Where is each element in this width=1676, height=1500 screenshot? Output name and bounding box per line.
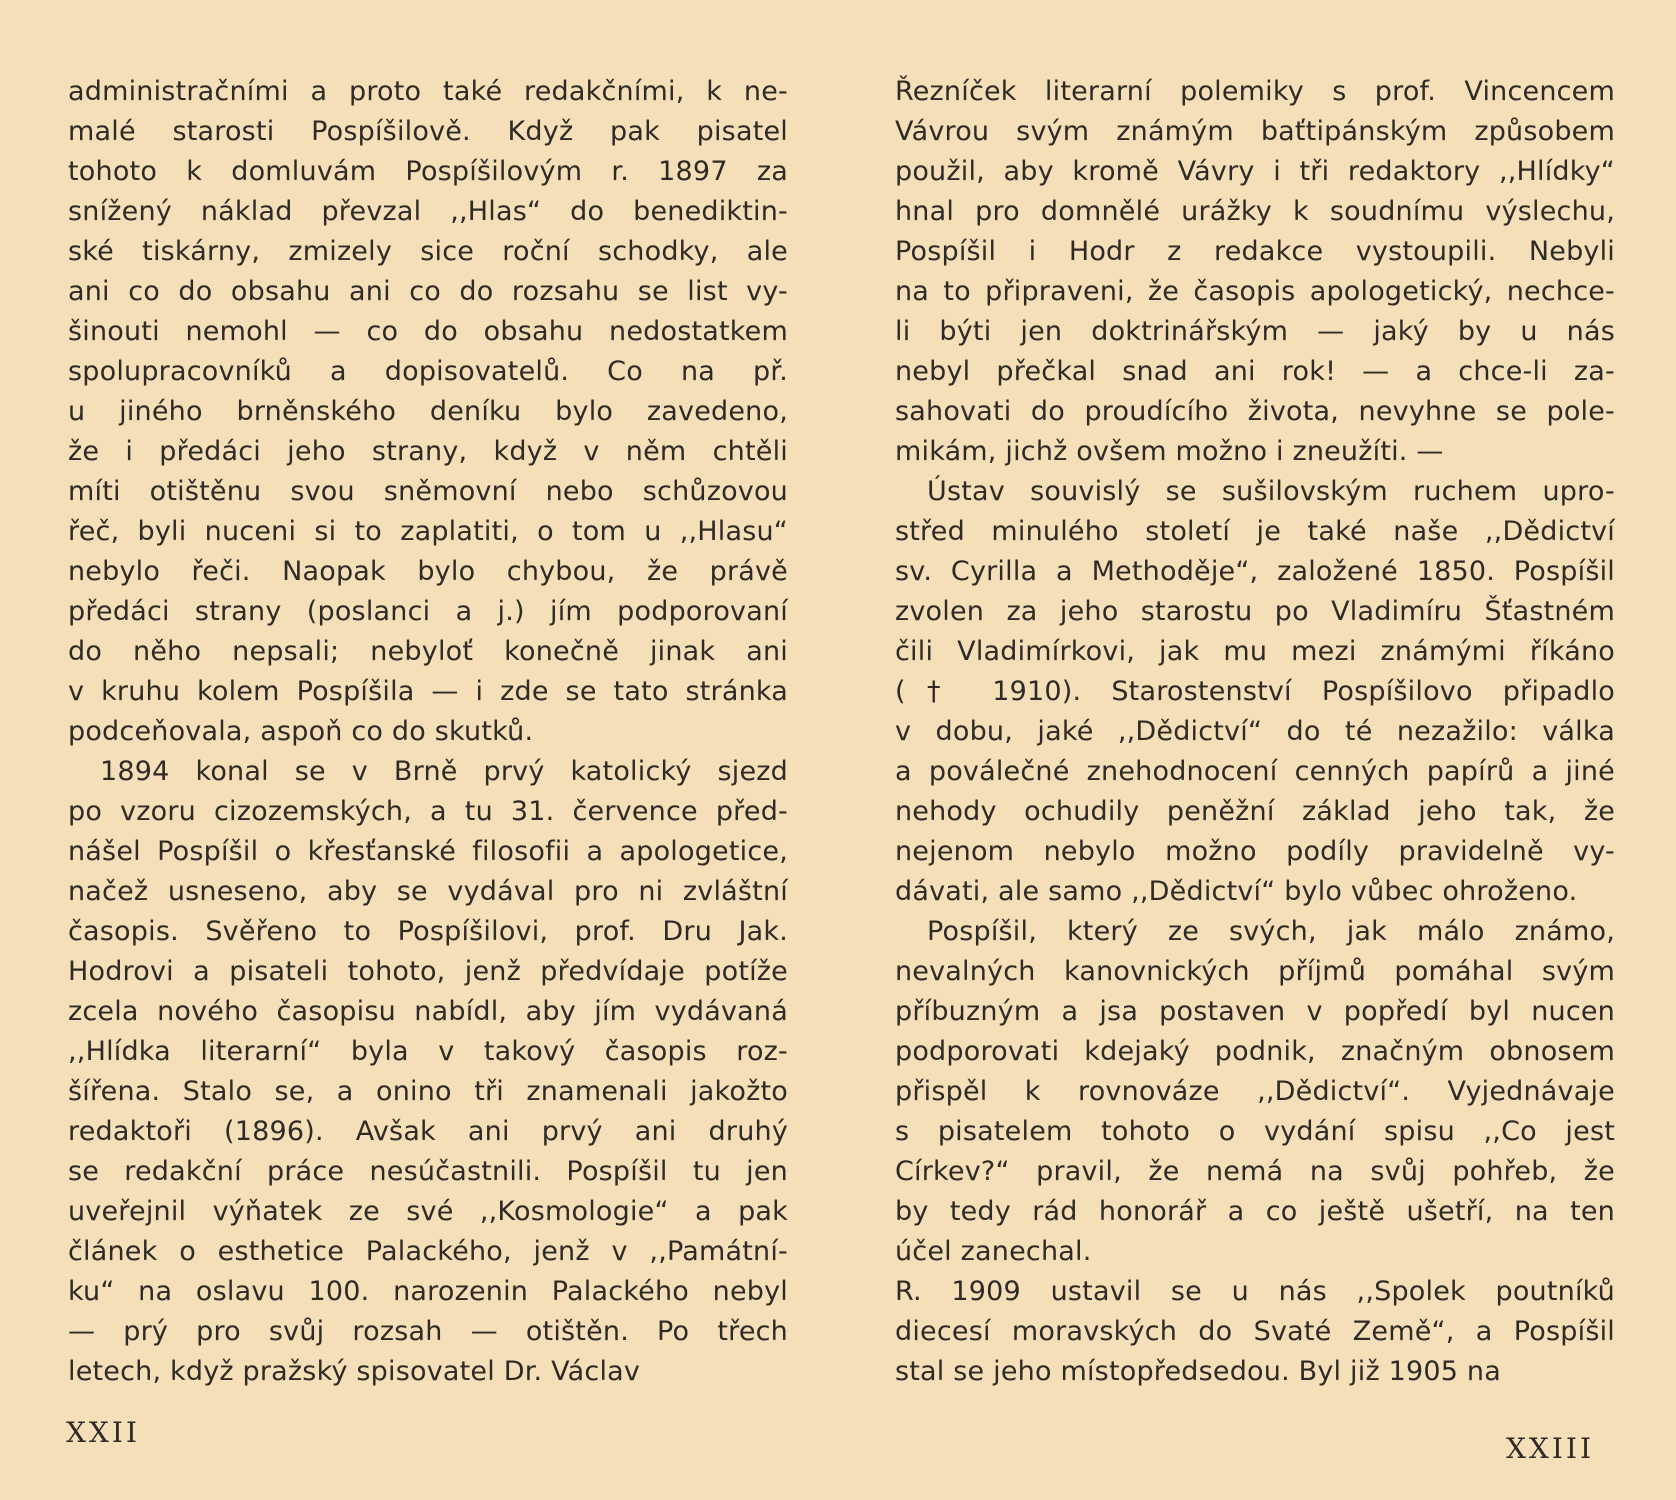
text-line: nebyl přečkal snad ani rok! — a chce-li za- [895,356,1615,387]
text-line: nášel Pospíšil o křesťanské filosofii a apologetice, [68,836,788,867]
text-line: sv. Cyrilla a Methoděje“, založené 1850. Pospíšil [895,556,1615,587]
text-line: administračními a proto také redakčními, k ne- [68,76,788,107]
text-line: spolupracovníků a dopisovatelů. Co na př. [68,356,788,387]
text-line: příbuzným a jsa postaven v popředí byl nucen [895,996,1615,1027]
text-line: použil, aby kromě Vávry i tři redaktory ,,Hlídky“ [895,156,1615,187]
right-page [895,72,1615,1392]
text-line: v dobu, jaké ,,Dědictví“ do té nezažilo: válka [895,716,1615,747]
text-line: načež usneseno, aby se vydával pro ni zvláštní [68,876,788,907]
text-line: článek o esthetice Palackého, jenž v ,,Památní- [68,1236,788,1267]
text-line: podporovati kdejaký podnik, značným obnosem [895,1036,1615,1067]
text-line: ské tiskárny, zmizely sice roční schodky, ale [68,236,788,267]
left-page [68,72,788,1392]
left-page-number: XXII [66,1416,140,1449]
text-line: že i předáci jeho strany, když v něm chtěli [68,436,788,467]
text-line: diecesí moravských do Svaté Země“, a Pospíšil [895,1316,1615,1347]
text-line: podceňovala, aspoň co do skutků. [68,716,534,747]
text-line: u jiného brněnského deníku bylo zavedeno, [68,396,788,427]
text-line: na to připraveni, že časopis apologetický, nechce- [895,276,1615,307]
text-line: se redakční práce nesúčastnili. Pospíšil tu jen [68,1156,788,1187]
text-line: šinouti nemohl — co do obsahu nedostatkem [68,316,788,347]
text-line: Pospíšil i Hodr z redakce vystoupili. Nebyli [895,236,1615,267]
text-line: zcela nového časopisu nabídl, aby jím vydávaná [68,996,788,1027]
text-line: Církev?“ pravil, že nemá na svůj pohřeb, že [895,1156,1615,1187]
text-line: († 1910). Starostenství Pospíšilovo připadlo [895,676,1615,707]
text-line: ani co do obsahu ani co do rozsahu se list vy- [68,276,788,307]
text-line: nevalných kanovnických příjmů pomáhal svým [895,956,1615,987]
text-line: hnal pro domnělé urážky k soudnímu výslechu, [895,196,1615,227]
text-line: časopis. Svěřeno to Pospíšilovi, prof. Dru Jak. [68,916,788,947]
right-page-number: XXIII [1506,1432,1595,1465]
text-line: ku“ na oslavu 100. narozenin Palackého nebyl [68,1276,788,1307]
text-line: Ústav souvislý se sušilovským ruchem upro- [927,476,1615,507]
text-line: letech, když pražský spisovatel Dr. Václav [68,1356,641,1387]
text-line: snížený náklad převzal ,,Hlas“ do benediktin- [68,196,788,227]
text-line: malé starosti Pospíšilově. Když pak pisatel [68,116,788,147]
text-line: Vávrou svým známým baťtipánským způsobem [895,116,1615,147]
text-line: předáci strany (poslanci a j.) jím podporovaní [68,596,788,627]
text-line: střed minulého století je také naše ,,Dědictví [895,516,1615,547]
text-line: 1894 konal se v Brně prvý katolický sjezd [100,756,788,787]
text-line: přispěl k rovnováze ,,Dědictví“. Vyjednávaje [895,1076,1615,1107]
text-line: Pospíšil, který ze svých, jak málo známo, [927,916,1615,947]
text-line: redaktoři (1896). Avšak ani prvý ani druhý [68,1116,788,1147]
text-line: nebylo řeči. Naopak bylo chybou, že právě [68,556,788,587]
text-line: s pisatelem tohoto o vydání spisu ,,Co jest [895,1116,1615,1147]
text-line: čili Vladimírkovi, jak mu mezi známými říkáno [895,636,1615,667]
text-line: uveřejnil výňatek ze své ,,Kosmologie“ a pak [68,1196,788,1227]
text-line: li býti jen doktrinářským — jaký by u nás [895,316,1615,347]
text-line: míti otištěnu svou sněmovní nebo schůzovou [68,476,788,507]
text-line: R. 1909 ustavil se u nás ,,Spolek poutníků [895,1276,1615,1307]
text-line: šířena. Stalo se, a onino tři znamenali jakožto [68,1076,788,1107]
text-line: do něho nepsali; nebyloť konečně jinak ani [68,636,788,667]
text-line: nejenom nebylo možno podíly pravidelně vy- [895,836,1615,867]
text-line: zvolen za jeho starostu po Vladimíru Šťastném [895,596,1615,627]
text-line: ,,Hlídka literarní“ byla v takový časopis roz- [68,1036,788,1067]
text-line: v kruhu kolem Pospíšila — i zde se tato stránka [68,676,788,707]
text-line: mikám, jichž ovšem možno i zneužíti. — [895,436,1444,467]
text-line: řeč, byli nuceni si to zaplatiti, o tom u ,,Hlasu“ [68,516,788,547]
text-line: Řezníček literarní polemiky s prof. Vincencem [895,76,1615,107]
text-line: — prý pro svůj rozsah — otištěn. Po třech [68,1316,788,1347]
text-line: účel zanechal. [895,1236,1092,1267]
text-line: po vzoru cizozemských, a tu 31. července před- [68,796,788,827]
text-line: by tedy rád honorář a co ještě ušetří, na ten [895,1196,1615,1227]
text-line: nehody ochudily peněžní základ jeho tak, že [895,796,1615,827]
text-line: Hodrovi a pisateli tohoto, jenž předvídaje potíže [68,956,788,987]
text-line: sahovati do proudícího života, nevyhne se pole- [895,396,1615,427]
text-line: stal se jeho místopředsedou. Byl již 1905 na [895,1356,1501,1387]
text-line: dávati, ale samo ,,Dědictví“ bylo vůbec ohroženo. [895,876,1578,907]
text-line: a poválečné znehodnocení cenných papírů a jiné [895,756,1615,787]
text-line: tohoto k domluvám Pospíšilovým r. 1897 za [68,156,788,187]
